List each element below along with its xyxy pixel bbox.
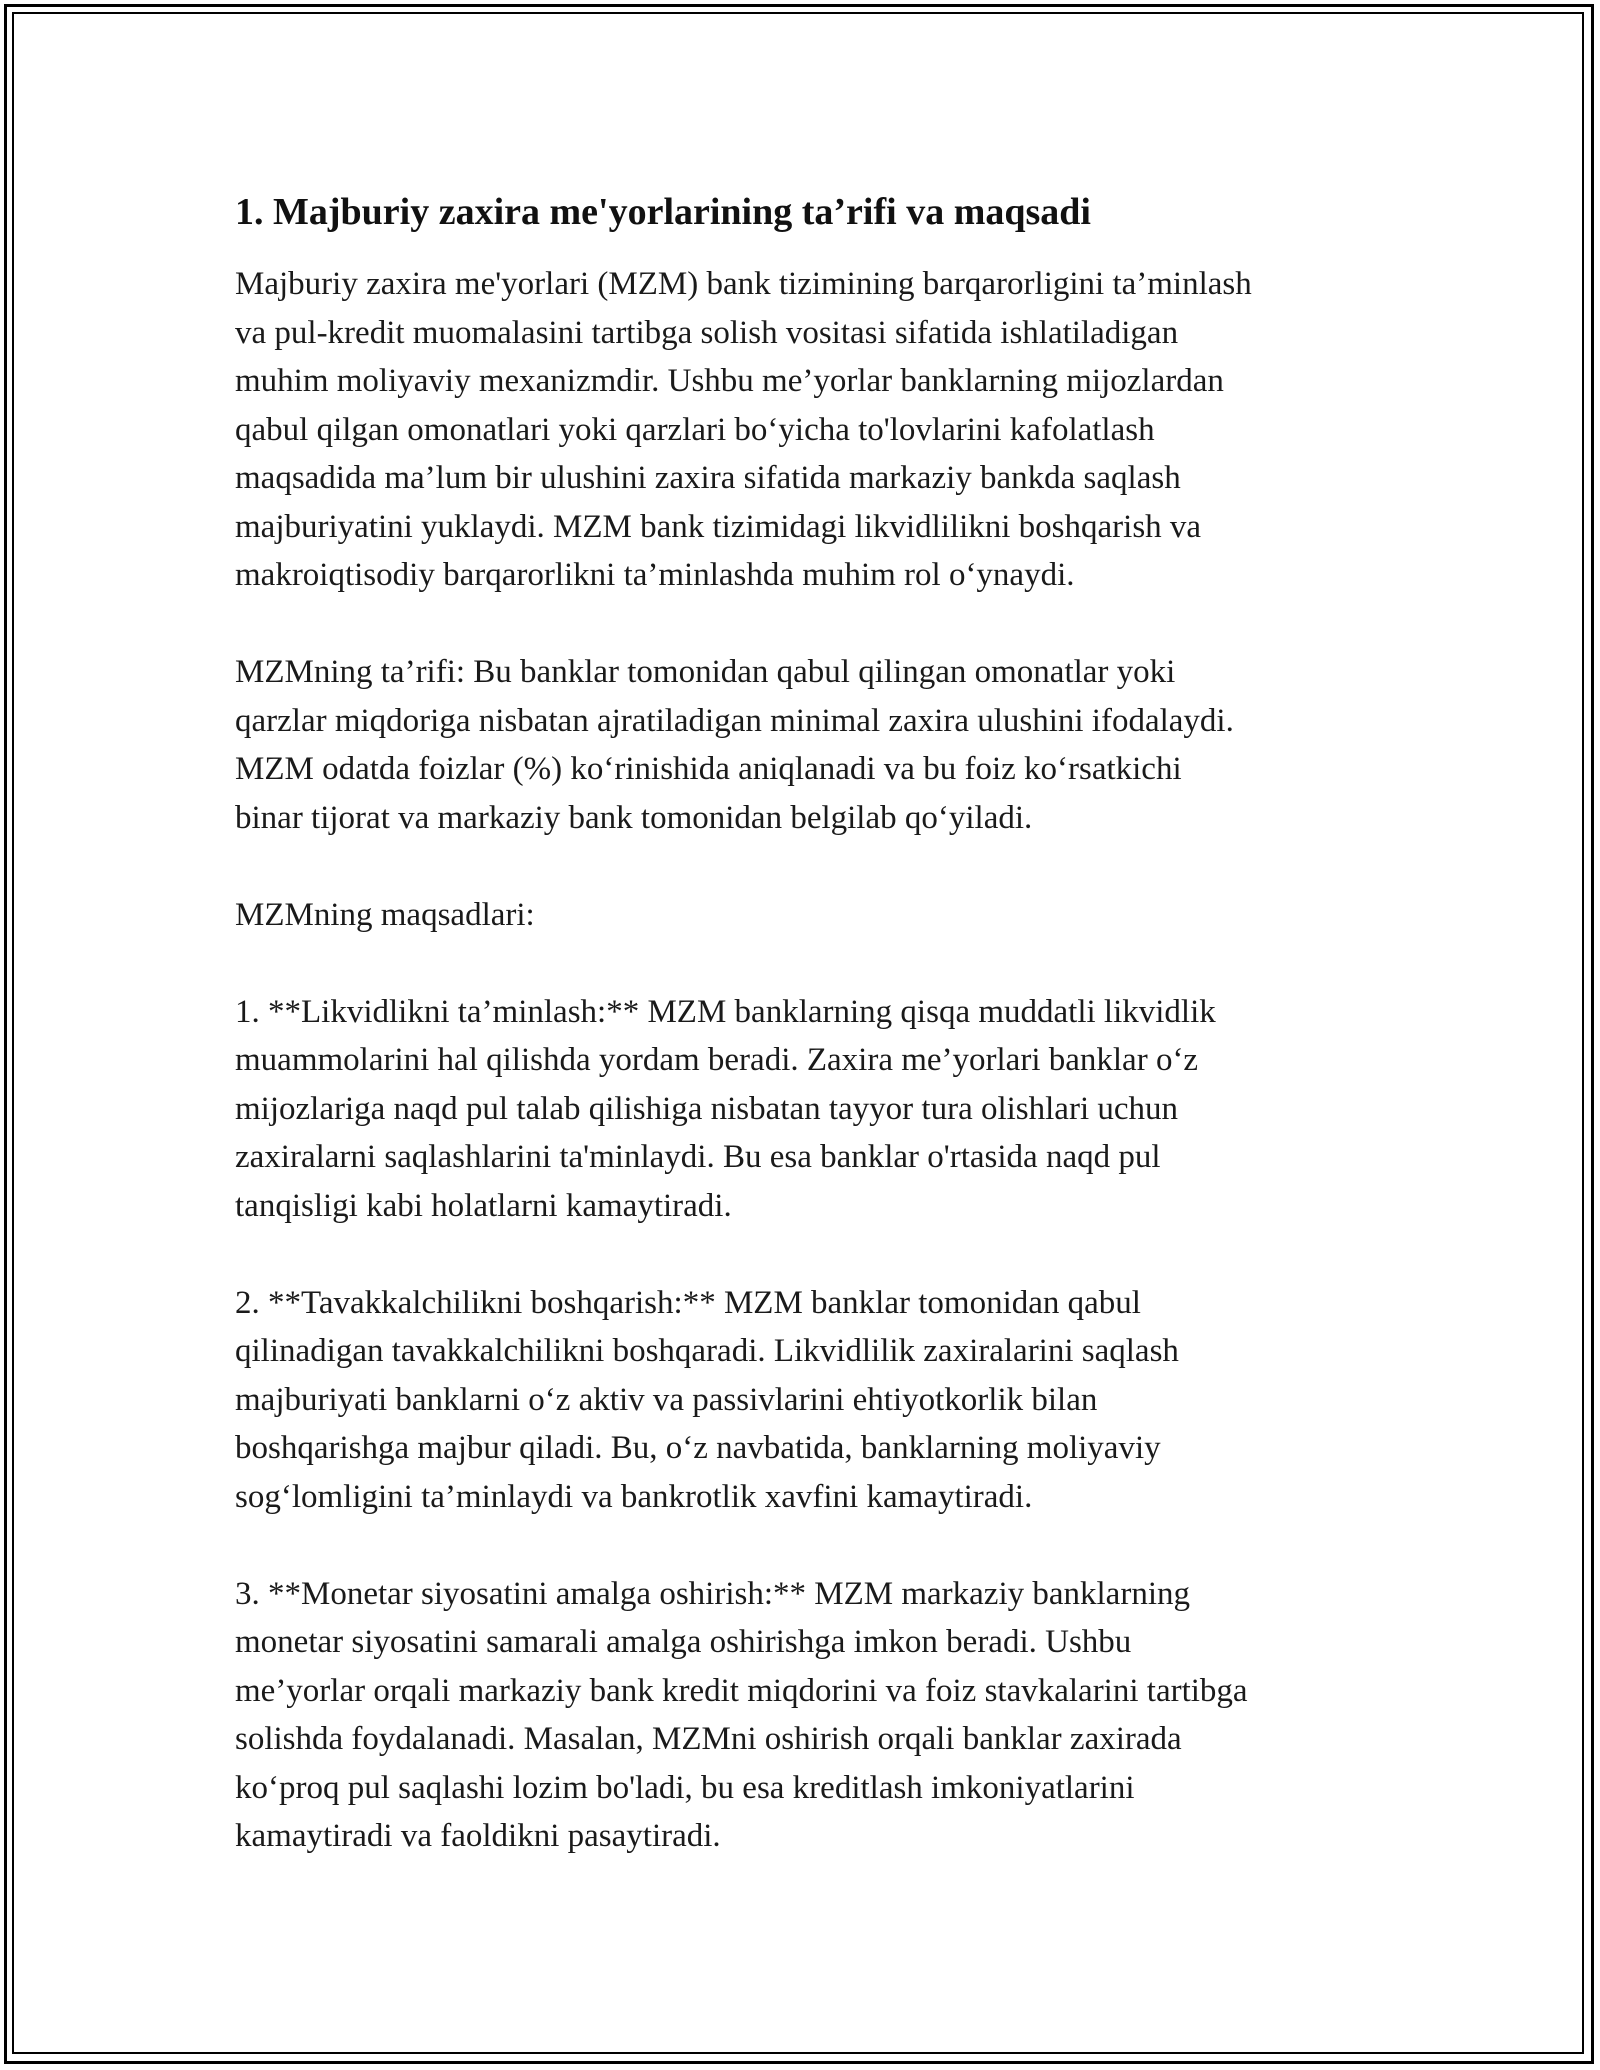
section-heading: 1. Majburiy zaxira me'yorlarining ta’rifi va maqsadi — [235, 191, 1091, 233]
text-line: MZMning ta’rifi: Bu banklar tomonidan qabul qilingan omonatlar yoki — [235, 654, 1176, 690]
document-body — [235, 188, 1385, 1909]
text-line: 2. **Tavakkalchilikni boshqarish:** MZM banklar tomonidan qabul — [235, 1284, 1141, 1321]
text-line: me’yorlar orqali markaziy bank kredit miqdorini va foiz stavkalarini tartibga — [235, 1672, 1248, 1709]
text-line: boshqarishga majbur qiladi. Bu, oʻz navbatida, banklarning moliyaviy — [235, 1430, 1161, 1466]
text-line: muammolarini hal qilishda yordam beradi. Zaxira me’yorlari banklar oʻz — [235, 1042, 1199, 1078]
text-line: qabul qilgan omonatlari yoki qarzlari boʻyicha to'lovlarini kafolatlash — [235, 411, 1155, 448]
text-line: monetar siyosatini samarali amalga oshirishga imkon beradi. Ushbu — [235, 1624, 1132, 1660]
text-line: qarzlar miqdoriga nisbatan ajratiladigan minimal zaxira ulushini ifodalaydi. — [235, 702, 1234, 739]
text-line: qilinadigan tavakkalchilikni boshqaradi. Likvidlilik zaxiralarini saqlash — [235, 1333, 1179, 1369]
goals-label-paragraph — [235, 891, 1385, 940]
goal-item-2 — [235, 1279, 1385, 1522]
text-line: zaxiralarni saqlashlarini ta'minlaydi. Bu esa banklar o'rtasida naqd pul — [235, 1139, 1161, 1175]
text-line: mijozlariga naqd pul talab qilishiga nisbatan tayyor tura olishlari uchun — [235, 1090, 1179, 1127]
text-line: Majburiy zaxira me'yorlari (MZM) bank tizimining barqarorligini ta’minlash — [235, 266, 1252, 302]
definition-paragraph — [235, 648, 1385, 842]
text-line: makroiqtisodiy barqarorlikni ta’minlashda muhim rol oʻynaydi. — [235, 557, 1075, 593]
text-line: majburiyatini yuklaydi. MZM bank tizimidagi likvidlilikni boshqarish va — [235, 508, 1202, 545]
text-line: koʻproq pul saqlashi lozim bo'ladi, bu esa kreditlash imkoniyatlarini — [235, 1769, 1135, 1806]
text-line: maqsadida ma’lum bir ulushini zaxira sifatida markaziy bankda saqlash — [235, 460, 1181, 496]
text-line: 3. **Monetar siyosatini amalga oshirish:** MZM markaziy banklarning — [235, 1575, 1190, 1612]
text-line: binar tijorat va markaziy bank tomonidan belgilab qoʻyiladi. — [235, 799, 1033, 836]
text-line: MZMning maqsadlari: — [235, 896, 535, 933]
goal-item-1 — [235, 988, 1385, 1231]
text-line: tanqisligi kabi holatlarni kamaytiradi. — [235, 1187, 732, 1224]
intro-paragraph — [235, 260, 1385, 600]
text-line: va pul-kredit muomalasini tartibga solish vositasi sifatida ishlatiladigan — [235, 314, 1179, 351]
text-line: kamaytiradi va faoldikni pasaytiradi. — [235, 1818, 721, 1854]
text-line: sogʻlomligini ta’minlaydi va bankrotlik xavfini kamaytiradi. — [235, 1478, 1033, 1515]
text-line: solishda foydalanadi. Masalan, MZMni oshirish orqali banklar zaxirada — [235, 1721, 1182, 1757]
text-line: MZM odatda foizlar (%) koʻrinishida aniqlanadi va bu foiz koʻrsatkichi — [235, 751, 1182, 787]
goal-item-3 — [235, 1570, 1385, 1861]
text-line: muhim moliyaviy mexanizmdir. Ushbu me’yorlar banklarning mijozlardan — [235, 363, 1224, 399]
text-line: majburiyati banklarni oʻz aktiv va passivlarini ehtiyotkorlik bilan — [235, 1381, 1098, 1418]
text-line: 1. **Likvidlikni ta’minlash:** MZM banklarning qisqa muddatli likvidlik — [235, 993, 1216, 1030]
